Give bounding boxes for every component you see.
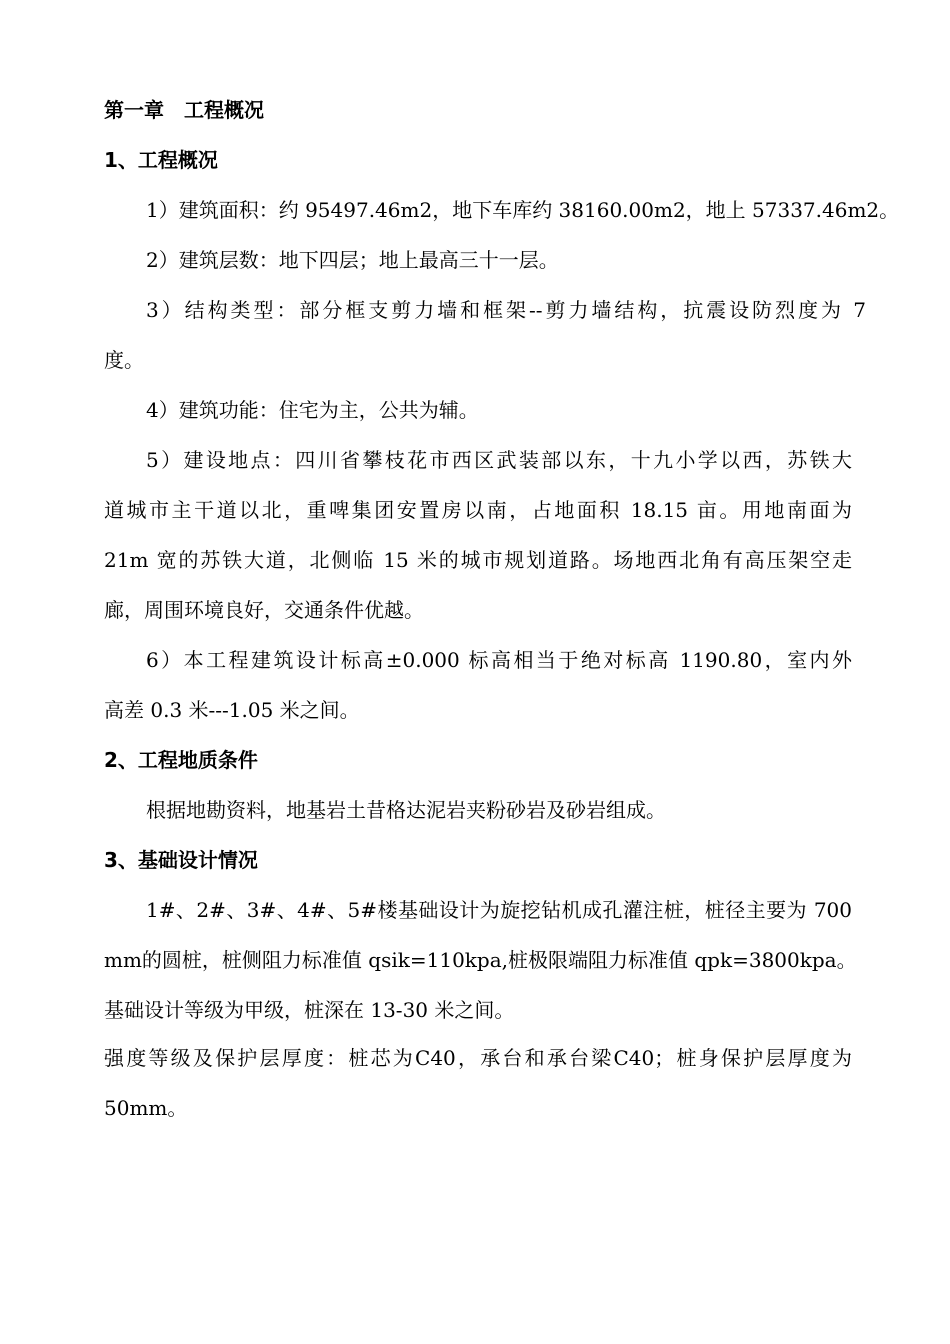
paragraph-line: 道城市主干道以北，重啤集团安置房以南，占地面积 18.15 亩。用地南面为 — [104, 498, 852, 522]
chapter-title: 第一章 工程概况 — [104, 98, 264, 122]
paragraph-line: 3）结构类型：部分框支剪力墙和框架--剪力墙结构，抗震设防烈度为 7 — [146, 298, 866, 322]
paragraph-line: 4）建筑功能：住宅为主，公共为辅。 — [146, 398, 479, 422]
paragraph-line: mm的圆桩，桩侧阻力标准值 qsik=110kpa,桩极限端阻力标准值 qpk=3800kpa。 — [104, 948, 857, 972]
paragraph-line: 1#、2#、3#、4#、5#楼基础设计为旋挖钻机成孔灌注桩，桩径主要为 700 — [146, 898, 852, 922]
section-heading-foundation: 3、基础设计情况 — [104, 848, 258, 872]
paragraph-line: 5）建设地点：四川省攀枝花市西区武装部以东，十九小学以西，苏铁大 — [146, 448, 852, 472]
paragraph-line: 强度等级及保护层厚度：桩芯为C40，承台和承台梁C40；桩身保护层厚度为 — [104, 1046, 852, 1070]
paragraph-line: 21m 宽的苏铁大道，北侧临 15 米的城市规划道路。场地西北角有高压架空走 — [104, 548, 852, 572]
paragraph-line: 根据地勘资料，地基岩土昔格达泥岩夹粉砂岩及砂岩组成。 — [146, 798, 666, 822]
paragraph-line: 廊，周围环境良好，交通条件优越。 — [104, 598, 424, 622]
section-heading-geology: 2、工程地质条件 — [104, 748, 258, 772]
section-heading-overview: 1、工程概况 — [104, 148, 218, 172]
paragraph-line: 度。 — [104, 348, 144, 372]
paragraph-line: 基础设计等级为甲级，桩深在 13-30 米之间。 — [104, 998, 515, 1022]
paragraph-line: 2）建筑层数：地下四层；地上最高三十一层。 — [146, 248, 559, 272]
paragraph-line: 6）本工程建筑设计标高±0.000 标高相当于绝对标高 1190.80，室内外 — [146, 648, 852, 672]
paragraph-line: 高差 0.3 米---1.05 米之间。 — [104, 698, 360, 722]
paragraph-line: 1）建筑面积：约 95497.46m2，地下车库约 38160.00m2，地上 57337.46m2。 — [146, 198, 900, 222]
paragraph-line: 50mm。 — [104, 1096, 188, 1120]
